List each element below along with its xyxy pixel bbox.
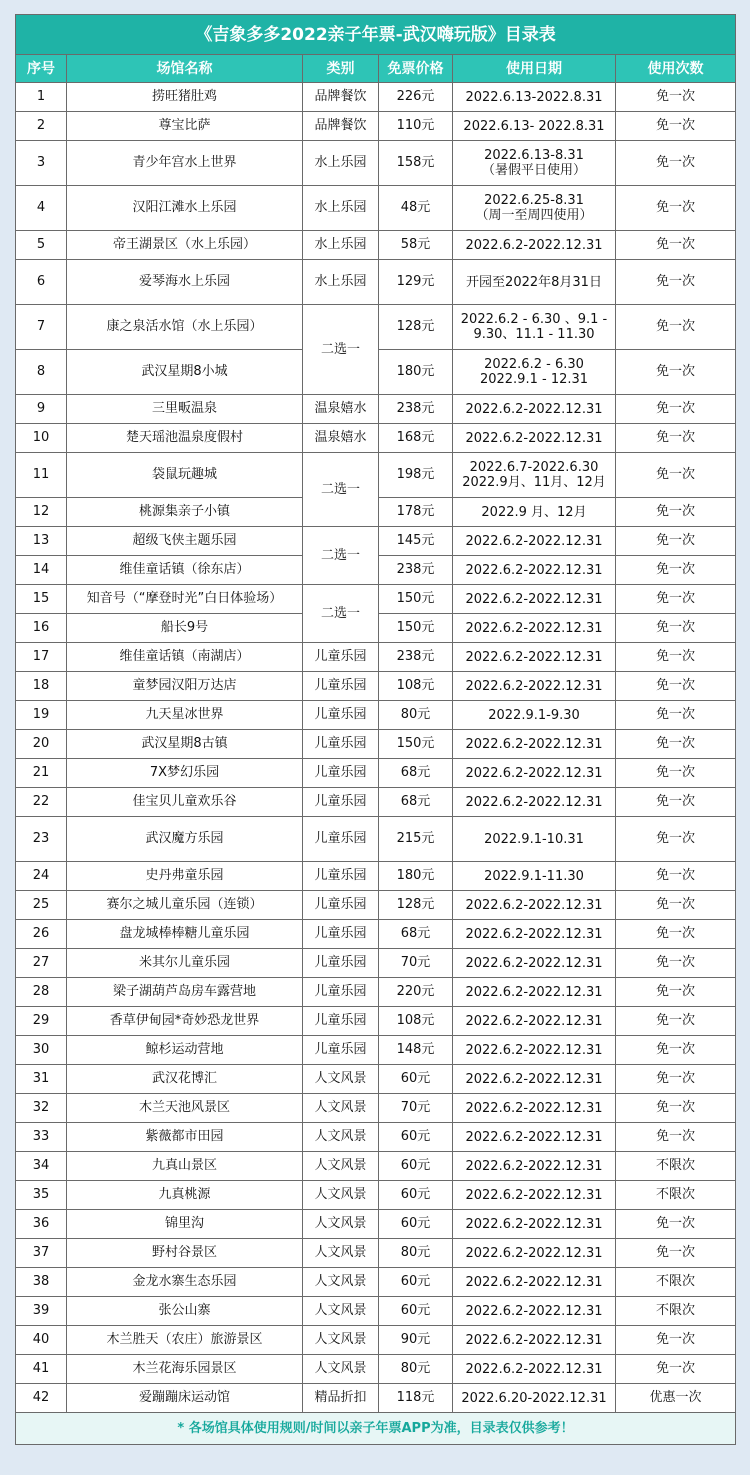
cell-date: 2022.6.2-2022.12.31 xyxy=(453,395,616,424)
table-row xyxy=(16,1036,736,1065)
table-row xyxy=(16,759,736,788)
cell-venue-name: 超级飞侠主题乐园 xyxy=(67,527,303,556)
cell-times: 免一次 xyxy=(616,350,736,395)
cell-date: 2022.6.2 - 6.30 、9.1 - 9.30、11.1 - 11.30 xyxy=(453,305,616,350)
cell-venue-name: 康之泉活水馆（水上乐园） xyxy=(67,305,303,350)
cell-price: 129元 xyxy=(379,260,453,305)
cell-category: 儿童乐园 xyxy=(303,730,379,759)
table-row xyxy=(16,817,736,862)
cell-price: 108元 xyxy=(379,1007,453,1036)
cell-venue-name: 爱琴海水上乐园 xyxy=(67,260,303,305)
cell-date: 2022.6.2-2022.12.31 xyxy=(453,1152,616,1181)
cell-price: 60元 xyxy=(379,1065,453,1094)
cell-date: 2022.6.2-2022.12.31 xyxy=(453,1065,616,1094)
cell-category: 人文风景 xyxy=(303,1355,379,1384)
table-row xyxy=(16,730,736,759)
cell-date: 2022.6.2-2022.12.31 xyxy=(453,759,616,788)
cell-date: 2022.9 月、12月 xyxy=(453,498,616,527)
cell-venue-name: 野村谷景区 xyxy=(67,1239,303,1268)
table-row xyxy=(16,527,736,556)
cell-price: 158元 xyxy=(379,141,453,186)
table-row xyxy=(16,1268,736,1297)
cell-times: 免一次 xyxy=(616,1007,736,1036)
cell-date: 2022.6.2-2022.12.31 xyxy=(453,788,616,817)
table-row xyxy=(16,891,736,920)
cell-price: 110元 xyxy=(379,112,453,141)
cell-no: 28 xyxy=(16,978,67,1007)
cell-category: 人文风景 xyxy=(303,1094,379,1123)
header-row xyxy=(16,55,736,83)
cell-date: 2022.6.2-2022.12.31 xyxy=(453,1326,616,1355)
table-title: 《吉象多多2022亲子年票-武汉嗨玩版》目录表 xyxy=(16,15,736,55)
cell-venue-name: 袋鼠玩趣城 xyxy=(67,453,303,498)
cell-times: 免一次 xyxy=(616,862,736,891)
table-row xyxy=(16,788,736,817)
table-row xyxy=(16,978,736,1007)
cell-no: 27 xyxy=(16,949,67,978)
table-row xyxy=(16,1355,736,1384)
cell-no: 40 xyxy=(16,1326,67,1355)
cell-no: 6 xyxy=(16,260,67,305)
cell-date: 2022.6.2-2022.12.31 xyxy=(453,424,616,453)
cell-no: 23 xyxy=(16,817,67,862)
cell-times: 免一次 xyxy=(616,1065,736,1094)
table-row xyxy=(16,1007,736,1036)
cell-category: 水上乐园 xyxy=(303,260,379,305)
cell-price: 60元 xyxy=(379,1297,453,1326)
cell-price: 60元 xyxy=(379,1210,453,1239)
cell-price: 80元 xyxy=(379,701,453,730)
cell-times: 免一次 xyxy=(616,260,736,305)
cell-no: 7 xyxy=(16,305,67,350)
cell-no: 22 xyxy=(16,788,67,817)
table-row xyxy=(16,305,736,350)
cell-date: 2022.6.13-2022.8.31 xyxy=(453,83,616,112)
cell-date: 2022.6.2-2022.12.31 xyxy=(453,891,616,920)
cell-date: 开园至2022年8月31日 xyxy=(453,260,616,305)
cell-date: 2022.6.2-2022.12.31 xyxy=(453,978,616,1007)
cell-price: 178元 xyxy=(379,498,453,527)
cell-no: 25 xyxy=(16,891,67,920)
cell-no: 21 xyxy=(16,759,67,788)
cell-category: 儿童乐园 xyxy=(303,862,379,891)
table-row xyxy=(16,701,736,730)
cell-category: 二选一 xyxy=(303,305,379,395)
cell-no: 2 xyxy=(16,112,67,141)
cell-venue-name: 紫薇都市田园 xyxy=(67,1123,303,1152)
cell-date: 2022.6.25-8.31 （周一至周四使用） xyxy=(453,186,616,231)
table-row xyxy=(16,1326,736,1355)
header-no: 序号 xyxy=(16,55,67,83)
header-category: 类别 xyxy=(303,55,379,83)
cell-times: 免一次 xyxy=(616,186,736,231)
table-row xyxy=(16,1210,736,1239)
cell-times: 免一次 xyxy=(616,305,736,350)
table-row xyxy=(16,920,736,949)
cell-venue-name: 三里畈温泉 xyxy=(67,395,303,424)
table-row xyxy=(16,672,736,701)
cell-times: 免一次 xyxy=(616,498,736,527)
cell-category: 二选一 xyxy=(303,585,379,643)
cell-times: 免一次 xyxy=(616,1210,736,1239)
cell-price: 180元 xyxy=(379,350,453,395)
cell-venue-name: 赛尔之城儿童乐园（连锁） xyxy=(67,891,303,920)
cell-category: 人文风景 xyxy=(303,1181,379,1210)
cell-times: 不限次 xyxy=(616,1181,736,1210)
table-row xyxy=(16,1297,736,1326)
table-row xyxy=(16,1123,736,1152)
cell-times: 免一次 xyxy=(616,83,736,112)
cell-no: 8 xyxy=(16,350,67,395)
cell-venue-name: 汉阳江滩水上乐园 xyxy=(67,186,303,231)
cell-price: 80元 xyxy=(379,1355,453,1384)
cell-category: 儿童乐园 xyxy=(303,788,379,817)
header-times: 使用次数 xyxy=(616,55,736,83)
cell-no: 4 xyxy=(16,186,67,231)
cell-venue-name: 香草伊甸园*奇妙恐龙世界 xyxy=(67,1007,303,1036)
table-row xyxy=(16,585,736,614)
cell-category: 品牌餐饮 xyxy=(303,83,379,112)
cell-category: 温泉嬉水 xyxy=(303,395,379,424)
cell-venue-name: 鲸杉运动营地 xyxy=(67,1036,303,1065)
cell-price: 68元 xyxy=(379,788,453,817)
catalog-table xyxy=(15,14,736,1445)
cell-venue-name: 锦里沟 xyxy=(67,1210,303,1239)
cell-date: 2022.6.2-2022.12.31 xyxy=(453,1239,616,1268)
cell-venue-name: 船长9号 xyxy=(67,614,303,643)
cell-category: 儿童乐园 xyxy=(303,891,379,920)
header-name: 场馆名称 xyxy=(67,55,303,83)
cell-venue-name: 史丹弗童乐园 xyxy=(67,862,303,891)
cell-no: 10 xyxy=(16,424,67,453)
cell-venue-name: 武汉花博汇 xyxy=(67,1065,303,1094)
cell-date: 2022.6.2-2022.12.31 xyxy=(453,920,616,949)
cell-date: 2022.9.1-10.31 xyxy=(453,817,616,862)
cell-price: 238元 xyxy=(379,395,453,424)
cell-date: 2022.6.2-2022.12.31 xyxy=(453,556,616,585)
table-row xyxy=(16,453,736,498)
cell-no: 13 xyxy=(16,527,67,556)
cell-category: 儿童乐园 xyxy=(303,701,379,730)
cell-price: 70元 xyxy=(379,949,453,978)
cell-times: 免一次 xyxy=(616,395,736,424)
cell-times: 免一次 xyxy=(616,701,736,730)
table-row xyxy=(16,83,736,112)
cell-price: 60元 xyxy=(379,1123,453,1152)
cell-price: 180元 xyxy=(379,862,453,891)
cell-price: 128元 xyxy=(379,891,453,920)
cell-no: 31 xyxy=(16,1065,67,1094)
cell-venue-name: 佳宝贝儿童欢乐谷 xyxy=(67,788,303,817)
cell-category: 儿童乐园 xyxy=(303,1007,379,1036)
cell-category: 二选一 xyxy=(303,527,379,585)
cell-venue-name: 青少年宫水上世界 xyxy=(67,141,303,186)
cell-times: 不限次 xyxy=(616,1268,736,1297)
cell-price: 60元 xyxy=(379,1181,453,1210)
cell-price: 90元 xyxy=(379,1326,453,1355)
cell-price: 226元 xyxy=(379,83,453,112)
cell-times: 免一次 xyxy=(616,1094,736,1123)
cell-times: 免一次 xyxy=(616,1239,736,1268)
cell-category: 人文风景 xyxy=(303,1326,379,1355)
cell-times: 免一次 xyxy=(616,891,736,920)
cell-date: 2022.9.1-9.30 xyxy=(453,701,616,730)
cell-category: 儿童乐园 xyxy=(303,672,379,701)
cell-times: 不限次 xyxy=(616,1297,736,1326)
cell-price: 238元 xyxy=(379,643,453,672)
cell-date: 2022.6.2-2022.12.31 xyxy=(453,643,616,672)
cell-times: 免一次 xyxy=(616,556,736,585)
cell-venue-name: 维佳童话镇（南湖店） xyxy=(67,643,303,672)
cell-no: 37 xyxy=(16,1239,67,1268)
cell-times: 免一次 xyxy=(616,1123,736,1152)
cell-no: 24 xyxy=(16,862,67,891)
cell-date: 2022.6.2-2022.12.31 xyxy=(453,1268,616,1297)
cell-price: 68元 xyxy=(379,920,453,949)
cell-date: 2022.6.2-2022.12.31 xyxy=(453,231,616,260)
cell-venue-name: 童梦园汉阳万达店 xyxy=(67,672,303,701)
cell-no: 30 xyxy=(16,1036,67,1065)
cell-price: 220元 xyxy=(379,978,453,1007)
table-row xyxy=(16,112,736,141)
cell-times: 不限次 xyxy=(616,1152,736,1181)
cell-price: 60元 xyxy=(379,1152,453,1181)
table-row xyxy=(16,1181,736,1210)
cell-category: 人文风景 xyxy=(303,1065,379,1094)
cell-price: 215元 xyxy=(379,817,453,862)
cell-price: 148元 xyxy=(379,1036,453,1065)
table-row xyxy=(16,1384,736,1413)
cell-date: 2022.6.2-2022.12.31 xyxy=(453,1355,616,1384)
cell-price: 150元 xyxy=(379,730,453,759)
cell-venue-name: 武汉星期8小城 xyxy=(67,350,303,395)
cell-times: 优惠一次 xyxy=(616,1384,736,1413)
cell-no: 17 xyxy=(16,643,67,672)
cell-category: 人文风景 xyxy=(303,1239,379,1268)
cell-category: 儿童乐园 xyxy=(303,643,379,672)
cell-no: 15 xyxy=(16,585,67,614)
cell-venue-name: 武汉星期8古镇 xyxy=(67,730,303,759)
cell-category: 人文风景 xyxy=(303,1123,379,1152)
cell-price: 48元 xyxy=(379,186,453,231)
cell-no: 19 xyxy=(16,701,67,730)
cell-venue-name: 帝王湖景区（水上乐园） xyxy=(67,231,303,260)
cell-venue-name: 捞旺猪肚鸡 xyxy=(67,83,303,112)
cell-category: 儿童乐园 xyxy=(303,1036,379,1065)
cell-no: 20 xyxy=(16,730,67,759)
cell-times: 免一次 xyxy=(616,141,736,186)
header-price: 免票价格 xyxy=(379,55,453,83)
cell-category: 儿童乐园 xyxy=(303,978,379,1007)
cell-category: 人文风景 xyxy=(303,1152,379,1181)
cell-price: 68元 xyxy=(379,759,453,788)
cell-price: 198元 xyxy=(379,453,453,498)
table-row xyxy=(16,862,736,891)
table-row xyxy=(16,395,736,424)
cell-price: 60元 xyxy=(379,1268,453,1297)
cell-no: 34 xyxy=(16,1152,67,1181)
header-date: 使用日期 xyxy=(453,55,616,83)
cell-no: 41 xyxy=(16,1355,67,1384)
cell-price: 150元 xyxy=(379,585,453,614)
cell-no: 1 xyxy=(16,83,67,112)
cell-category: 温泉嬉水 xyxy=(303,424,379,453)
table-row xyxy=(16,1239,736,1268)
cell-times: 免一次 xyxy=(616,1355,736,1384)
cell-times: 免一次 xyxy=(616,453,736,498)
cell-date: 2022.6.2-2022.12.31 xyxy=(453,1123,616,1152)
cell-venue-name: 7X梦幻乐园 xyxy=(67,759,303,788)
cell-times: 免一次 xyxy=(616,614,736,643)
cell-venue-name: 九真山景区 xyxy=(67,1152,303,1181)
table-row xyxy=(16,643,736,672)
cell-category: 人文风景 xyxy=(303,1210,379,1239)
cell-times: 免一次 xyxy=(616,817,736,862)
cell-no: 39 xyxy=(16,1297,67,1326)
cell-category: 品牌餐饮 xyxy=(303,112,379,141)
cell-venue-name: 盘龙城棒棒糖儿童乐园 xyxy=(67,920,303,949)
cell-category: 儿童乐园 xyxy=(303,759,379,788)
cell-no: 33 xyxy=(16,1123,67,1152)
cell-date: 2022.6.13-8.31 （暑假平日使用） xyxy=(453,141,616,186)
cell-date: 2022.6.2-2022.12.31 xyxy=(453,1210,616,1239)
cell-price: 118元 xyxy=(379,1384,453,1413)
cell-price: 168元 xyxy=(379,424,453,453)
cell-venue-name: 维佳童话镇（徐东店） xyxy=(67,556,303,585)
cell-category: 儿童乐园 xyxy=(303,920,379,949)
cell-category: 水上乐园 xyxy=(303,141,379,186)
cell-venue-name: 木兰花海乐园景区 xyxy=(67,1355,303,1384)
cell-times: 免一次 xyxy=(616,527,736,556)
cell-category: 儿童乐园 xyxy=(303,949,379,978)
cell-date: 2022.6.2-2022.12.31 xyxy=(453,1297,616,1326)
cell-venue-name: 尊宝比萨 xyxy=(67,112,303,141)
table-row xyxy=(16,424,736,453)
cell-times: 免一次 xyxy=(616,424,736,453)
cell-venue-name: 金龙水寨生态乐园 xyxy=(67,1268,303,1297)
cell-no: 38 xyxy=(16,1268,67,1297)
cell-times: 免一次 xyxy=(616,1326,736,1355)
cell-no: 9 xyxy=(16,395,67,424)
cell-date: 2022.6.2-2022.12.31 xyxy=(453,730,616,759)
cell-date: 2022.6.2-2022.12.31 xyxy=(453,949,616,978)
cell-category: 水上乐园 xyxy=(303,186,379,231)
table-row xyxy=(16,1094,736,1123)
cell-times: 免一次 xyxy=(616,231,736,260)
cell-times: 免一次 xyxy=(616,585,736,614)
cell-date: 2022.6.2-2022.12.31 xyxy=(453,1007,616,1036)
cell-price: 145元 xyxy=(379,527,453,556)
cell-venue-name: 楚天瑶池温泉度假村 xyxy=(67,424,303,453)
cell-price: 238元 xyxy=(379,556,453,585)
cell-price: 80元 xyxy=(379,1239,453,1268)
cell-venue-name: 武汉魔方乐园 xyxy=(67,817,303,862)
table-row xyxy=(16,1065,736,1094)
cell-date: 2022.6.2-2022.12.31 xyxy=(453,585,616,614)
cell-date: 2022.6.2-2022.12.31 xyxy=(453,1181,616,1210)
cell-date: 2022.6.13- 2022.8.31 xyxy=(453,112,616,141)
cell-date: 2022.6.7-2022.6.30 2022.9月、11月、12月 xyxy=(453,453,616,498)
cell-no: 29 xyxy=(16,1007,67,1036)
cell-venue-name: 桃源集亲子小镇 xyxy=(67,498,303,527)
cell-no: 5 xyxy=(16,231,67,260)
cell-date: 2022.6.2-2022.12.31 xyxy=(453,672,616,701)
table-row xyxy=(16,231,736,260)
cell-date: 2022.9.1-11.30 xyxy=(453,862,616,891)
catalog-frame xyxy=(15,14,735,1445)
table-row xyxy=(16,1152,736,1181)
cell-venue-name: 知音号（“摩登时光”白日体验场） xyxy=(67,585,303,614)
cell-times: 免一次 xyxy=(616,730,736,759)
cell-venue-name: 爱蹦蹦床运动馆 xyxy=(67,1384,303,1413)
table-row xyxy=(16,260,736,305)
cell-category: 人文风景 xyxy=(303,1297,379,1326)
cell-times: 免一次 xyxy=(616,643,736,672)
cell-no: 18 xyxy=(16,672,67,701)
cell-date: 2022.6.2-2022.12.31 xyxy=(453,527,616,556)
cell-no: 35 xyxy=(16,1181,67,1210)
cell-price: 70元 xyxy=(379,1094,453,1123)
table-body xyxy=(16,83,736,1413)
cell-no: 26 xyxy=(16,920,67,949)
cell-times: 免一次 xyxy=(616,920,736,949)
cell-times: 免一次 xyxy=(616,672,736,701)
cell-price: 58元 xyxy=(379,231,453,260)
cell-no: 32 xyxy=(16,1094,67,1123)
cell-times: 免一次 xyxy=(616,112,736,141)
cell-price: 150元 xyxy=(379,614,453,643)
cell-price: 108元 xyxy=(379,672,453,701)
cell-category: 儿童乐园 xyxy=(303,817,379,862)
cell-no: 42 xyxy=(16,1384,67,1413)
cell-date: 2022.6.2-2022.12.31 xyxy=(453,1094,616,1123)
cell-times: 免一次 xyxy=(616,949,736,978)
table-row xyxy=(16,141,736,186)
cell-venue-name: 米其尔儿童乐园 xyxy=(67,949,303,978)
cell-times: 免一次 xyxy=(616,788,736,817)
cell-venue-name: 九天星冰世界 xyxy=(67,701,303,730)
cell-date: 2022.6.2-2022.12.31 xyxy=(453,1036,616,1065)
cell-no: 11 xyxy=(16,453,67,498)
cell-no: 36 xyxy=(16,1210,67,1239)
table-row xyxy=(16,949,736,978)
cell-venue-name: 木兰天池风景区 xyxy=(67,1094,303,1123)
cell-venue-name: 张公山寨 xyxy=(67,1297,303,1326)
cell-no: 16 xyxy=(16,614,67,643)
cell-category: 人文风景 xyxy=(303,1268,379,1297)
cell-date: 2022.6.2-2022.12.31 xyxy=(453,614,616,643)
cell-category: 水上乐园 xyxy=(303,231,379,260)
cell-times: 免一次 xyxy=(616,978,736,1007)
cell-venue-name: 木兰胜天（农庄）旅游景区 xyxy=(67,1326,303,1355)
footer-note: * 各场馆具体使用规则/时间以亲子年票APP为准，目录表仅供参考！ xyxy=(16,1413,736,1445)
cell-price: 128元 xyxy=(379,305,453,350)
cell-category: 二选一 xyxy=(303,453,379,527)
cell-date: 2022.6.2 - 6.30 2022.9.1 - 12.31 xyxy=(453,350,616,395)
cell-venue-name: 九真桃源 xyxy=(67,1181,303,1210)
cell-times: 免一次 xyxy=(616,1036,736,1065)
cell-category: 精品折扣 xyxy=(303,1384,379,1413)
cell-times: 免一次 xyxy=(616,759,736,788)
cell-date: 2022.6.20-2022.12.31 xyxy=(453,1384,616,1413)
table-row xyxy=(16,186,736,231)
cell-venue-name: 梁子湖葫芦岛房车露营地 xyxy=(67,978,303,1007)
cell-no: 12 xyxy=(16,498,67,527)
cell-no: 14 xyxy=(16,556,67,585)
cell-no: 3 xyxy=(16,141,67,186)
